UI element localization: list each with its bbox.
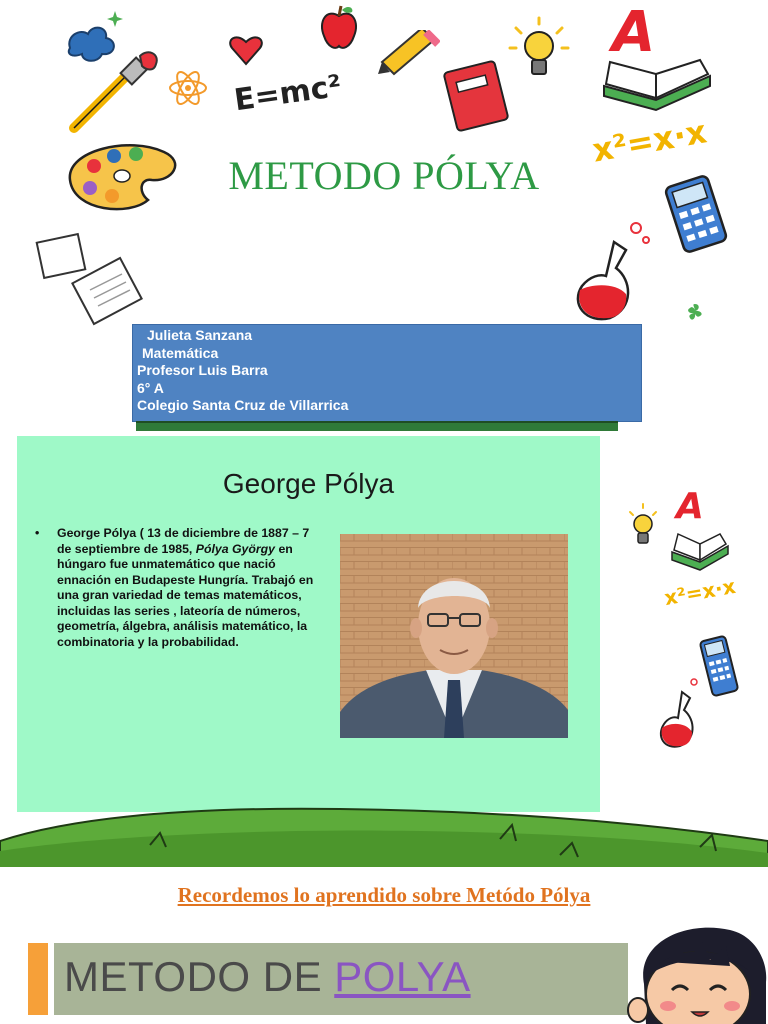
- math-formula-text: x²=x·x: [589, 112, 710, 170]
- letter-a-small-icon: A: [676, 486, 704, 527]
- apple-icon: [318, 2, 360, 52]
- flask-small-icon: [656, 676, 704, 752]
- letter-a-icon: A: [612, 0, 656, 65]
- bio-part1: ( 13 de diciembre de 1887 – 7 de septiembre de 1985,: [57, 526, 310, 556]
- open-book-small-icon: [670, 530, 730, 574]
- formula-text: E=mc²: [232, 68, 344, 119]
- portrait-photo: [340, 534, 568, 738]
- pencil-icon: [376, 30, 440, 76]
- student-name: Julieta Sanzana: [147, 327, 253, 343]
- grade-label: 6° A: [137, 379, 164, 396]
- biography-text: [35, 526, 319, 650]
- banner-accent-bar: [28, 943, 48, 1015]
- banner-text-part1: METODO DE: [64, 953, 335, 1000]
- biography-card: [17, 436, 600, 812]
- subject-name: Matemática: [142, 344, 219, 361]
- author-info-box: [132, 324, 642, 422]
- bio-part2: en húngaro fue unmatemático que nació ennación en Budapeste Hungría. Trabajó en una gran variedad de temas matemáticos, incluidas las series , lateoría de números, geometría, álgebra, análisis matemático, la combinatoria y la probabilidad.: [57, 541, 314, 649]
- bio-name: George Pólya: [57, 526, 137, 540]
- grass-decoration: [0, 805, 768, 867]
- page-title: METODO PÓLYA: [228, 153, 540, 198]
- cartoon-boy-image: [626, 922, 768, 1024]
- calculator-small-icon: [698, 632, 740, 700]
- banner-link-polya[interactable]: POLYA: [334, 953, 471, 1000]
- school-name: Colegio Santa Cruz de Villarrica: [137, 397, 349, 413]
- notebook-icon: [440, 56, 512, 132]
- small-clover-icon: [684, 302, 706, 324]
- small-star-icon: [106, 10, 124, 28]
- flask-icon: [568, 220, 654, 324]
- paintbrush-icon: [66, 48, 162, 136]
- heart-icon: [226, 30, 266, 70]
- bio-hungarian-name: Pólya György: [195, 541, 276, 556]
- bullet-icon: •: [35, 526, 40, 540]
- banner-title: [64, 953, 471, 1001]
- method-banner: [54, 943, 628, 1015]
- card-title: George Pólya: [222, 468, 395, 499]
- info-box-underlay: [136, 421, 618, 431]
- open-book-icon: [600, 56, 714, 112]
- atom-icon: [166, 66, 210, 110]
- recap-heading-link[interactable]: Recordemos lo aprendido sobre Metódo Pólya: [177, 883, 591, 907]
- papers-icon: [34, 232, 150, 336]
- teacher-name: Profesor Luis Barra: [137, 362, 268, 378]
- lightbulb-icon: [508, 16, 570, 82]
- lightbulb-small-icon: [626, 502, 660, 552]
- math-formula-small-text: x²=x·x: [662, 573, 738, 611]
